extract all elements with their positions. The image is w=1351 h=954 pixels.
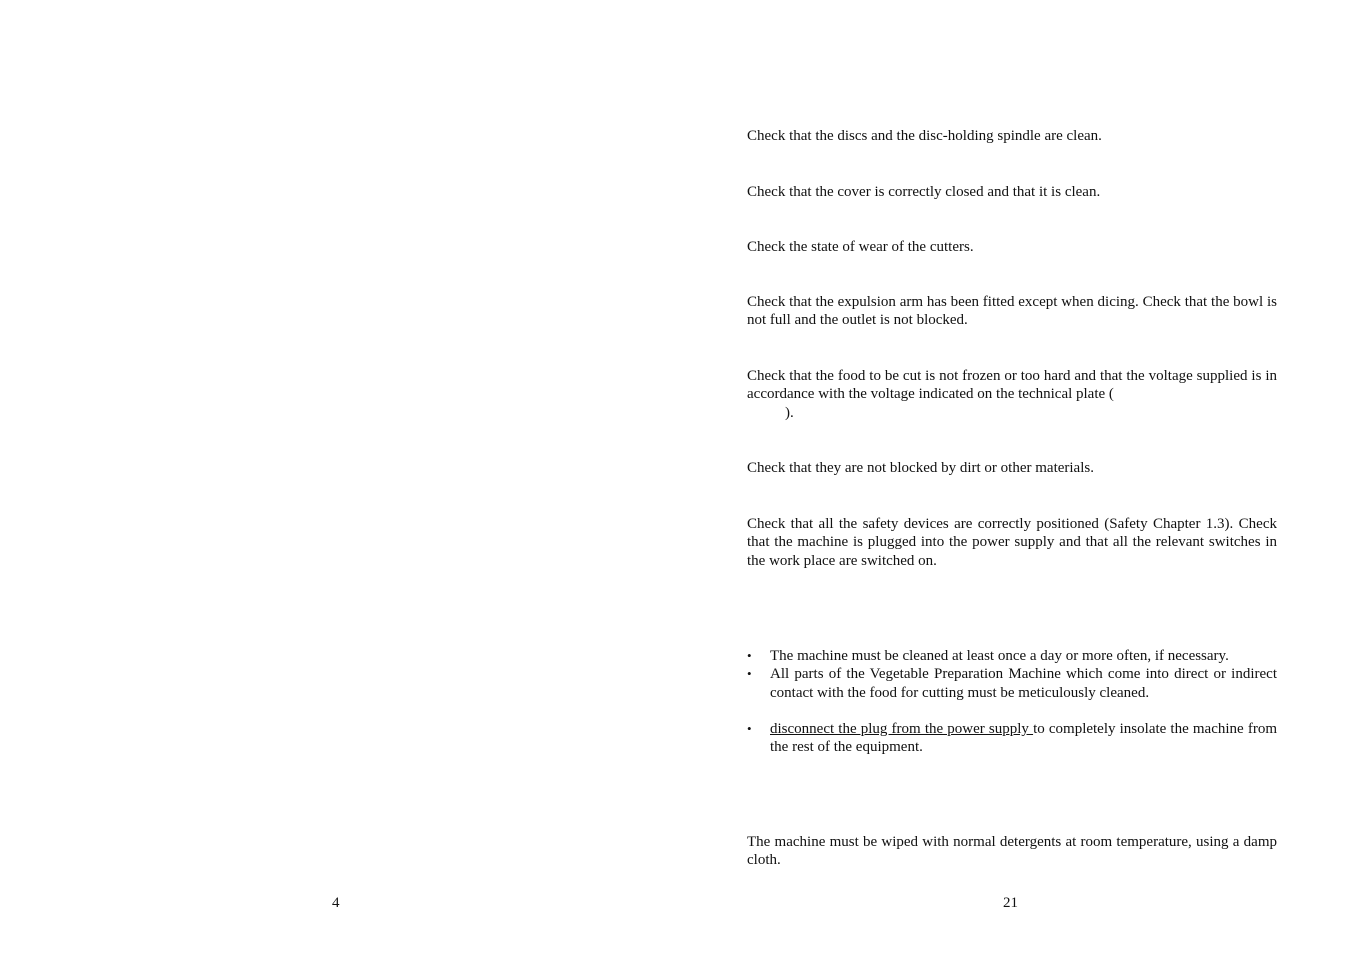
cleaning-bullet-list	[747, 647, 1277, 756]
page-number: 21	[1003, 895, 1018, 911]
check-safety-devices: Check that all the safety devices are correctly positioned (Safety Chapter 1.3). Check that the machine is plugged into the power supply and that all the relevant switches in the work place are switched on.	[747, 516, 1277, 569]
check-cover: Check that the cover is correctly closed and that it is clean.	[747, 184, 1101, 200]
bullet-icon: •	[747, 666, 752, 682]
right-page	[675, 0, 1351, 954]
wipe-instruction: The machine must be wiped with normal detergents at room temperature, using a damp cloth.	[747, 834, 1277, 869]
check-discs: Check that the discs and the disc-holding spindle are clean.	[747, 128, 1102, 144]
page-number: 4	[332, 895, 340, 911]
disconnect-underlined-text: disconnect the plug from the power supply	[770, 720, 1034, 737]
check-voltage-close: ).	[785, 404, 794, 421]
check-cutters: Check the state of wear of the cutters.	[747, 239, 974, 255]
check-expulsion-arm: Check that the expulsion arm has been fitted except when dicing. Check that the bowl is not full and the outlet is not blocked.	[747, 294, 1277, 329]
check-voltage-text: Check that the food to be cut is not frozen or too hard and that the voltage supplied is in accordance with the voltage indicated on the technical plate (	[747, 368, 1277, 403]
bullet-icon: •	[747, 720, 752, 736]
check-voltage	[747, 367, 1277, 422]
list-item	[747, 720, 1277, 757]
bullet-icon: •	[747, 648, 752, 663]
bullet-text: The machine must be cleaned at least once a day or more often, if necessary.	[770, 648, 1229, 664]
bullet-text: All parts of the Vegetable Preparation Machine which come into direct or indirect contact with the food for cutting must be meticulously cleaned.	[770, 666, 1277, 701]
check-blocked: Check that they are not blocked by dirt or other materials.	[747, 460, 1094, 476]
list-item	[747, 647, 1277, 665]
disconnect-rest-text: to completely insolate the machine from the rest of the equipment.	[770, 720, 1277, 756]
list-item	[747, 665, 1277, 702]
left-page	[0, 0, 675, 954]
